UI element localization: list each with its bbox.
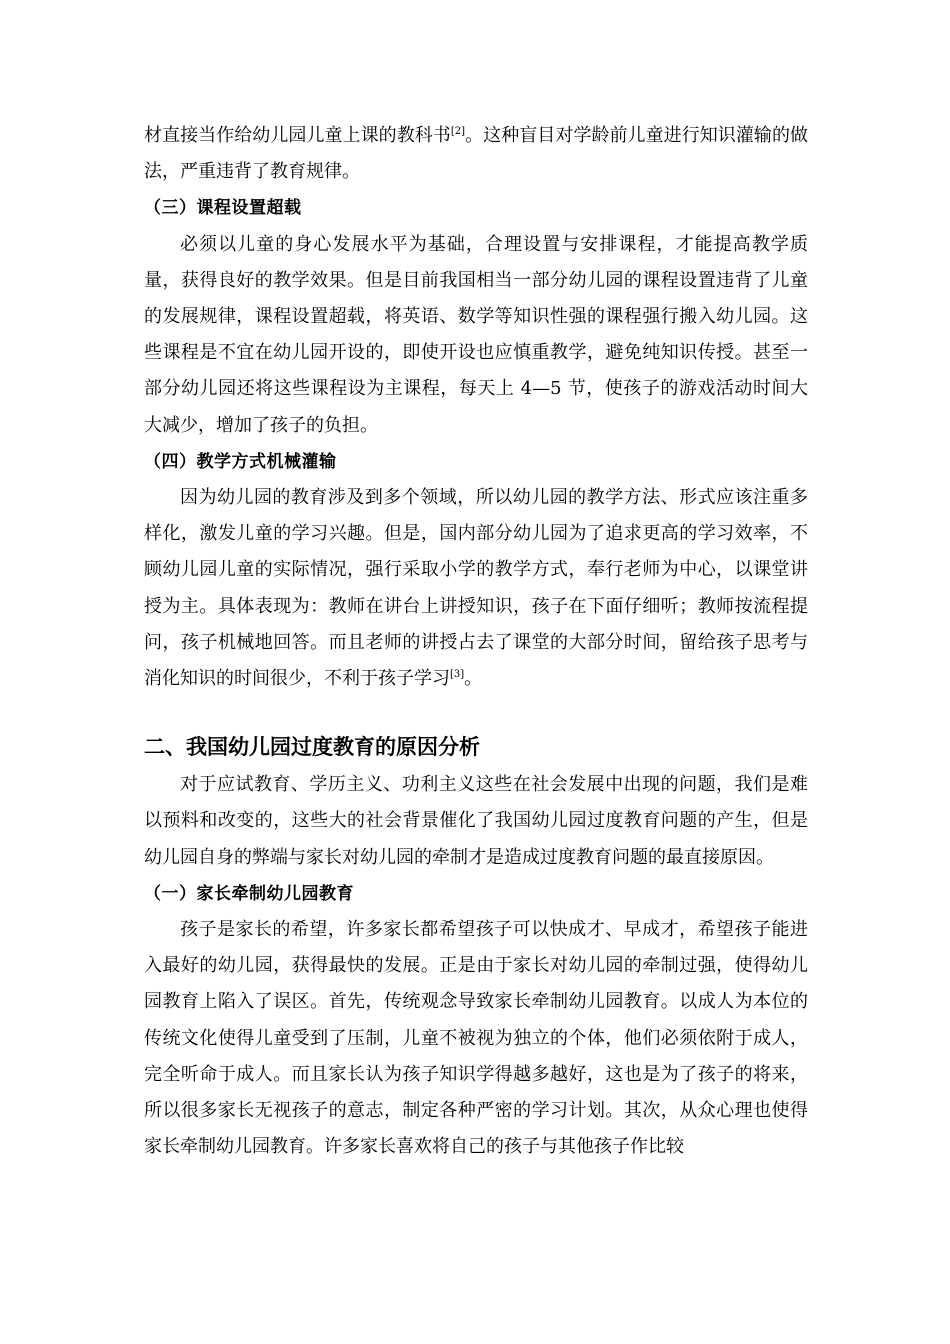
paragraph-continued: 材直接当作给幼儿园儿童上课的教科书[2]。这种盲目对学龄前儿童进行知识灌输的做法，严重违背了教育规律。 bbox=[144, 125, 809, 183]
section-heading: 二、我国幼儿园过度教育的原因分析 bbox=[144, 735, 480, 760]
paragraph-course-overload: 必须以儿童的身心发展水平为基础，合理设置与安排课程，才能提高教学质量，获得良好的教学效果。但是目前我国相当一部分幼儿园的课程设置违背了儿童的发展规律，课程设置超载，将英语、数学等知识性强的课程强行搬入幼儿园。这些课程是不宜在幼儿园开设的，即使开设也应慎重教学，避免纯知识传授。甚至一部分幼儿园还将这些课程设为主课程，每天上 4—5 节，使孩子的游戏活动时间大大减少，增加了孩子的负担。 bbox=[144, 233, 808, 436]
paragraph-parental-control: 孩子是家长的希望，许多家长都希望孩子可以快成才、早成才，希望孩子能进入最好的幼儿园，获得最快的发展。正是由于家长对幼儿园的牵制过强，使得幼儿园教育上陷入了误区。首先，传统观念导致家长牵制幼儿园教育。以成人为本位的传统文化使得儿童受到了压制，儿童不被视为独立的个体，他们必须依附于成人，完全听命于成人。而且家长认为孩子知识学得越多越好，这也是为了孩子的将来，所以很多家长无视孩子的意志，制定各种严密的学习计划。其次，从众心理也使得家长牵制幼儿园教育。许多家长喜欢将自己的孩子与其他孩子作比较 bbox=[144, 919, 808, 1158]
subheading-mechanical-teaching: （四）教学方式机械灌输 bbox=[144, 451, 337, 472]
subheading-course-overload: （三）课程设置超载 bbox=[144, 198, 302, 219]
citation-ref: [3] bbox=[450, 669, 465, 681]
paragraph-cause-intro: 对于应试教育、学历主义、功利主义这些在社会发展中出现的问题，我们是难以预料和改变的，这些大的社会背景催化了我国幼儿园过度教育问题的产生，但是幼儿园自身的弊端与家长对幼儿园的牵制才是造成过度教育问题的最直接原因。 bbox=[144, 774, 808, 868]
subheading-parental-control: （一）家长牵制幼儿园教育 bbox=[144, 883, 354, 904]
citation-ref: [2] bbox=[450, 126, 466, 137]
document-page bbox=[144, 118, 808, 1165]
paragraph-mechanical-teaching: 因为幼儿园的教育涉及到多个领域，所以幼儿园的教学方法、形式应该注重多样化，激发儿童的学习兴趣。但是，国内部分幼儿园为了追求更高的学习效率，不顾幼儿园儿童的实际情况，强行采取小学的教学方式，奉行老师为中心，以课堂讲授为主。具体表现为：教师在讲台上讲授知识，孩子在下面仔细听；教师按流程提问，孩子机械地回答。而且老师的讲授占去了课堂的大部分时间，留给孩子思考与消化知识的时间很少，不利于孩子学习[3]。 bbox=[144, 487, 808, 690]
